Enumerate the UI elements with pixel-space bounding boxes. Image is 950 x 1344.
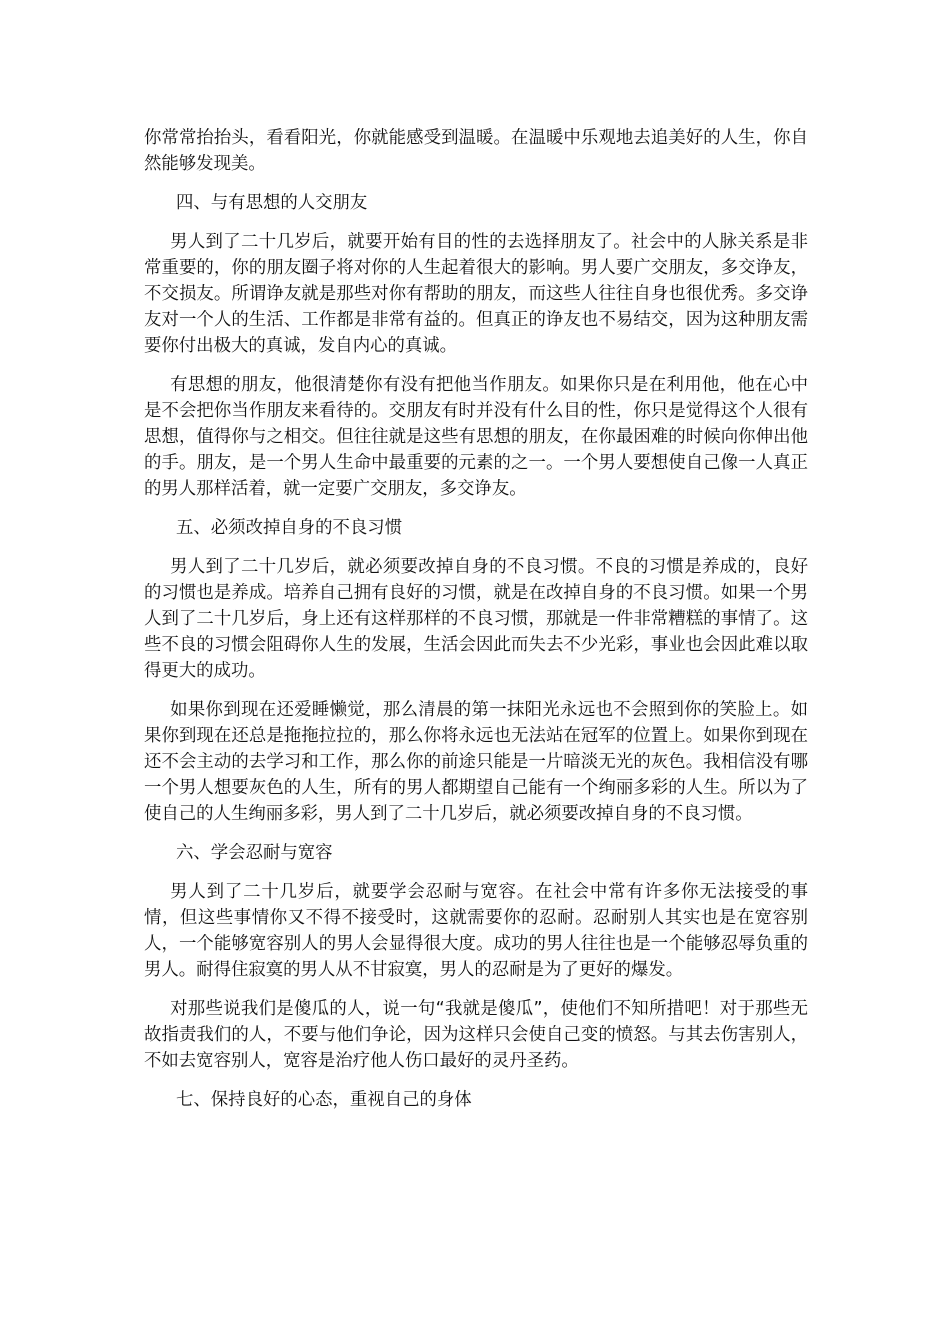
section-heading-6: 六、学会忍耐与宽容 (176, 843, 333, 863)
section-heading-7: 七、保持良好的心态，重视自己的身体 (176, 1090, 472, 1110)
paragraph-5b: 如果你到现在还爱睡懒觉，那么清晨的第一抹阳光永远也不会照到你的笑脸上。如果你到现在还总是拖拖拉拉的，那么你将永远也无法站在冠军的位置上。如果你到现在还不会主动的去学习和工作，那么你的前途只能是一片暗淡无光的灰色。我相信没有哪一个男人想要灰色的人生，所有的男人都期望自己能有一个绚丽多彩的人生。所以为了使自己的人生绚丽多彩，男人到了二十几岁后，就必须要改掉自身的不良习惯。 (144, 700, 808, 824)
document-body (144, 125, 808, 1126)
paragraph-6b: 对那些说我们是傻瓜的人，说一句“我就是傻瓜”，使他们不知所措吧！对于那些无故指责我们的人，不要与他们争论，因为这样只会使自己变的愤怒。与其去伤害别人，不如去宽容别人，宽容是治疗他人伤口最好的灵丹圣药。 (144, 999, 808, 1071)
paragraph-4b: 有思想的朋友，他很清楚你有没有把他当作朋友。如果你只是在利用他，他在心中是不会把你当作朋友来看待的。交朋友有时并没有什么目的性，你只是觉得这个人很有思想，值得你与之相交。但往往就是这些有思想的朋友，在你最困难的时候向你伸出他的手。朋友，是一个男人生命中最重要的元素的之一。一个男人要想使自己像一人真正的男人那样活着，就一定要广交朋友，多交诤友。 (144, 375, 808, 499)
paragraph-4a: 男人到了二十几岁后，就要开始有目的性的去选择朋友了。社会中的人脉关系是非常重要的，你的朋友圈子将对你的人生起着很大的影响。男人要广交朋友，多交诤友，不交损友。所谓诤友就是那些对你有帮助的朋友，而这些人往往自身也很优秀。多交诤友对一个人的生活、工作都是非常有益的。但真正的诤友也不易结交，因为这种朋友需要你付出极大的真诚，发自内心的真诚。 (144, 232, 808, 356)
paragraph-5a: 男人到了二十几岁后，就必须要改掉自身的不良习惯。不良的习惯是养成的，良好的习惯也是养成。培养自己拥有良好的习惯，就是在改掉自身的不良习惯。如果一个男人到了二十几岁后，身上还有这样那样的不良习惯，那就是一件非常糟糕的事情了。这些不良的习惯会阻碍你人生的发展，生活会因此而失去不少光彩，事业也会因此难以取得更大的成功。 (144, 557, 808, 681)
paragraph-intro-continuation: 你常常抬抬头，看看阳光，你就能感受到温暖。在温暖中乐观地去追美好的人生，你自然能够发现美。 (144, 128, 808, 174)
section-heading-4: 四、与有思想的人交朋友 (176, 193, 368, 213)
paragraph-6a: 男人到了二十几岁后，就要学会忍耐与宽容。在社会中常有许多你无法接受的事情，但这些事情你又不得不接受时，这就需要你的忍耐。忍耐别人其实也是在宽容别人，一个能够宽容别人的男人会显得很大度。成功的男人往往也是一个能够忍辱负重的男人。耐得住寂寞的男人从不甘寂寞，男人的忍耐是为了更好的爆发。 (144, 882, 808, 980)
section-heading-5: 五、必须改掉自身的不良习惯 (176, 518, 403, 538)
